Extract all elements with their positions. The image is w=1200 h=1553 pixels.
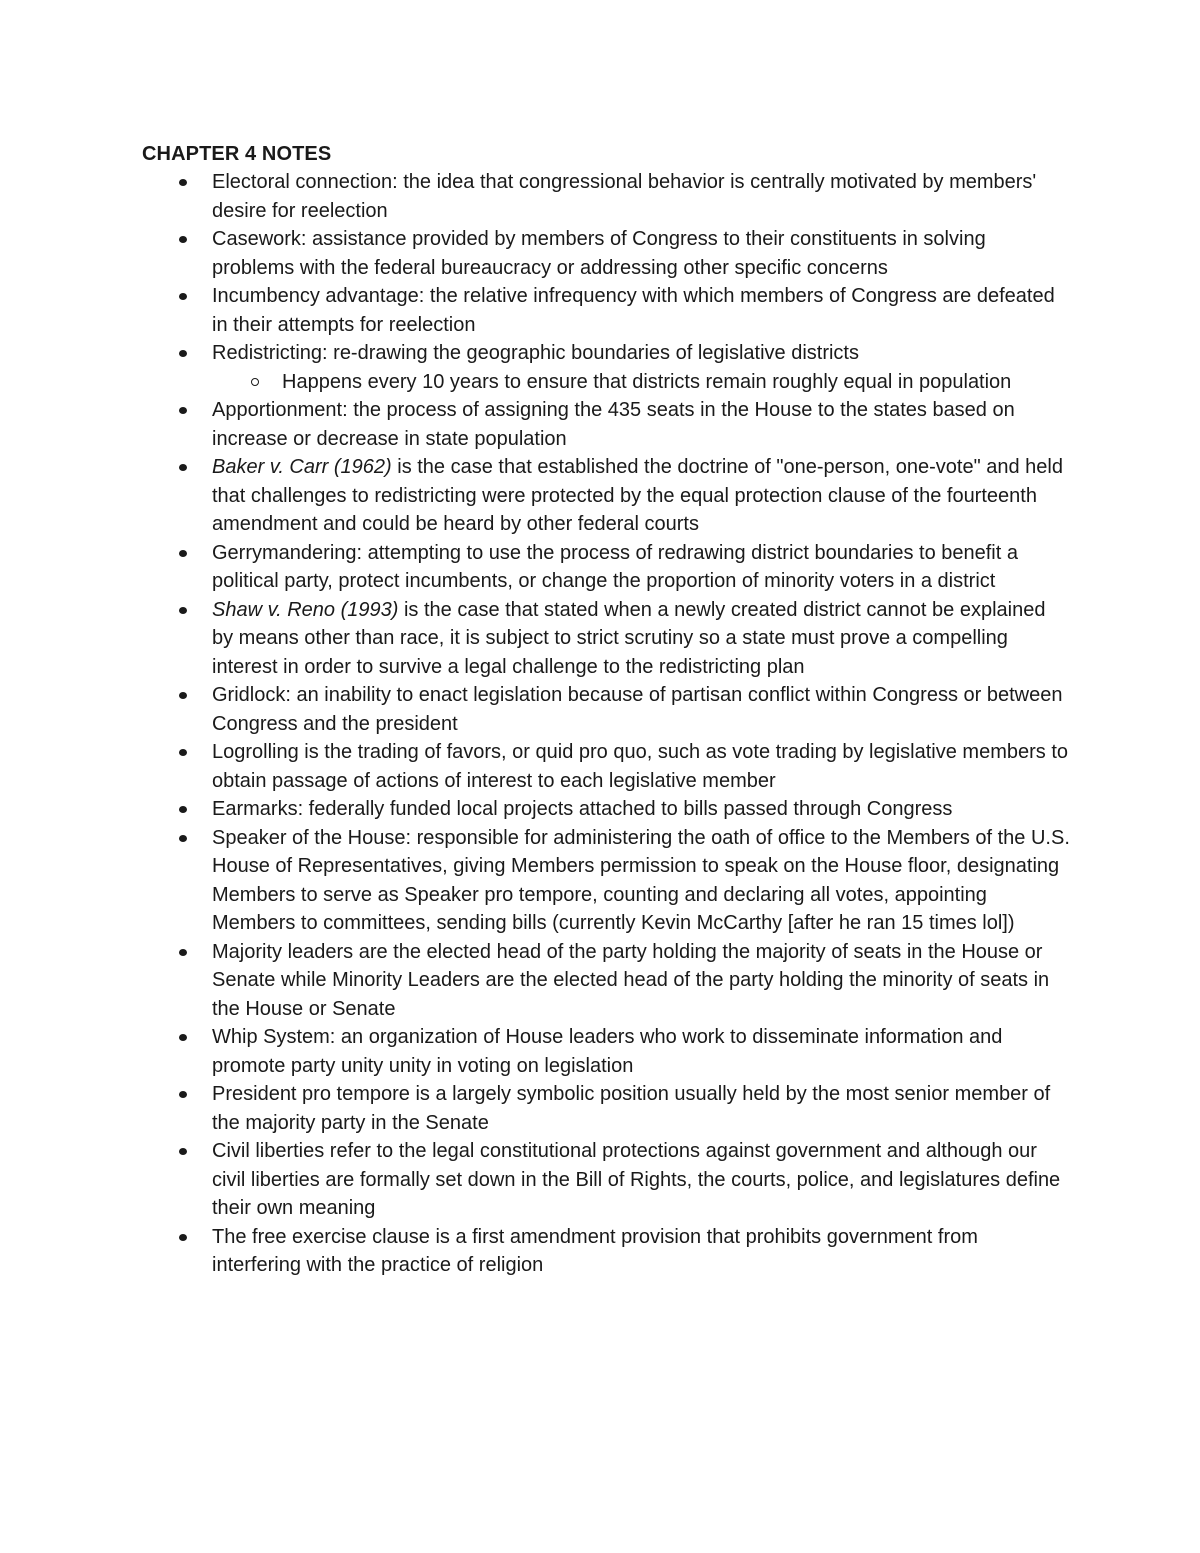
bullet-icon <box>179 236 187 243</box>
list-item <box>142 1137 1072 1223</box>
list-item <box>142 1080 1072 1137</box>
list-item <box>142 225 1072 282</box>
item-text: Gerrymandering: attempting to use the process of redrawing district boundaries to benefit a political party, protect incumbents, or change the proportion of minority voters in a district <box>212 541 1018 592</box>
list-item <box>142 396 1072 453</box>
list-item <box>142 282 1072 339</box>
list-item <box>142 539 1072 596</box>
item-text: Majority leaders are the elected head of the party holding the majority of seats in the House or Senate while Minority Leaders are the elected head of the party holding the minority of seats in the House or Senate <box>212 940 1050 1020</box>
bullet-icon <box>179 1034 187 1041</box>
item-text: Whip System: an organization of House leaders who work to disseminate information and promote party unity unity in voting on legislation <box>212 1026 1003 1077</box>
bullet-icon <box>179 350 187 357</box>
bullet-icon <box>179 692 187 699</box>
item-text: The free exercise clause is a first amendment provision that prohibits government from interfering with the practice of religion <box>212 1225 978 1276</box>
bullet-icon <box>179 550 187 557</box>
list-item <box>142 795 1072 824</box>
item-text: Speaker of the House: responsible for administering the oath of office to the Members of the U.S. House of Representatives, giving Members permission to speak on the House floor, designating Members to serve as Speaker pro tempore, counting and declaring all votes, appointing Members to committees, sending bills (currently Kevin McCarthy [after he ran 15 times lol]) <box>212 826 1070 934</box>
bullet-icon <box>179 749 187 756</box>
sub-list-item <box>212 368 1072 397</box>
bullet-icon <box>179 464 187 471</box>
bullet-icon <box>179 293 187 300</box>
sub-item-text: Happens every 10 years to ensure that districts remain roughly equal in population <box>282 370 1012 393</box>
list-item <box>142 738 1072 795</box>
item-text: Gridlock: an inability to enact legislation because of partisan conflict within Congress or between Congress and the president <box>212 684 1063 735</box>
sub-list <box>212 368 1072 397</box>
page-title: CHAPTER 4 NOTES <box>142 143 332 165</box>
item-text: Incumbency advantage: the relative infrequency with which members of Congress are defeated in their attempts for reelection <box>212 285 1055 336</box>
list-item <box>142 339 1072 396</box>
item-text: Earmarks: federally funded local projects attached to bills passed through Congress <box>212 798 953 820</box>
list-item <box>142 1023 1072 1080</box>
case-name: Shaw v. Reno (1993) <box>212 598 399 621</box>
list-item <box>142 938 1072 1024</box>
bullet-icon <box>179 179 187 186</box>
hollow-bullet-icon <box>251 378 259 386</box>
list-item <box>142 681 1072 738</box>
notes-list <box>142 168 1072 1280</box>
item-text: is the case that stated when a newly created district cannot be explained by means other than race, it is subject to strict scrutiny so a state must prove a compelling interest in order to survive a legal challenge to the redistricting plan <box>212 598 1046 678</box>
item-text: Electoral connection: the idea that congressional behavior is centrally motivated by members' desire for reelection <box>212 171 1037 222</box>
item-text: is the case that established the doctrine of "one-person, one-vote" and held that challenges to redistricting were protected by the equal protection clause of the fourteenth amendment and could be heard by other federal courts <box>212 456 1063 535</box>
list-item <box>142 596 1072 682</box>
case-name: Baker v. Carr (1962) <box>212 456 392 478</box>
item-text: Apportionment: the process of assigning the 435 seats in the House to the states based on increase or decrease in state population <box>212 399 1015 450</box>
item-text: Redistricting: re-drawing the geographic boundaries of legislative districts <box>212 342 859 364</box>
list-item <box>142 168 1072 225</box>
bullet-icon <box>179 607 187 614</box>
item-text: Logrolling is the trading of favors, or quid pro quo, such as vote trading by legislative members to obtain passage of actions of interest to each legislative member <box>212 741 1069 792</box>
list-item <box>142 824 1072 938</box>
item-text: Civil liberties refer to the legal constitutional protections against government and although our civil liberties are formally set down in the Bill of Rights, the courts, police, and legislatures define their own meaning <box>212 1140 1061 1219</box>
document-body <box>142 140 1072 1280</box>
item-text: Casework: assistance provided by members of Congress to their constituents in solving problems with the federal bureaucracy or addressing other specific concerns <box>212 228 986 279</box>
bullet-icon <box>179 407 187 414</box>
item-text: President pro tempore is a largely symbolic position usually held by the most senior member of the majority party in the Senate <box>212 1083 1051 1134</box>
list-item <box>142 1223 1072 1280</box>
bullet-icon <box>179 835 187 842</box>
bullet-icon <box>179 806 187 813</box>
bullet-icon <box>179 1148 187 1155</box>
bullet-icon <box>179 1234 187 1241</box>
bullet-icon <box>179 1091 187 1098</box>
bullet-icon <box>179 949 187 956</box>
list-item <box>142 453 1072 539</box>
